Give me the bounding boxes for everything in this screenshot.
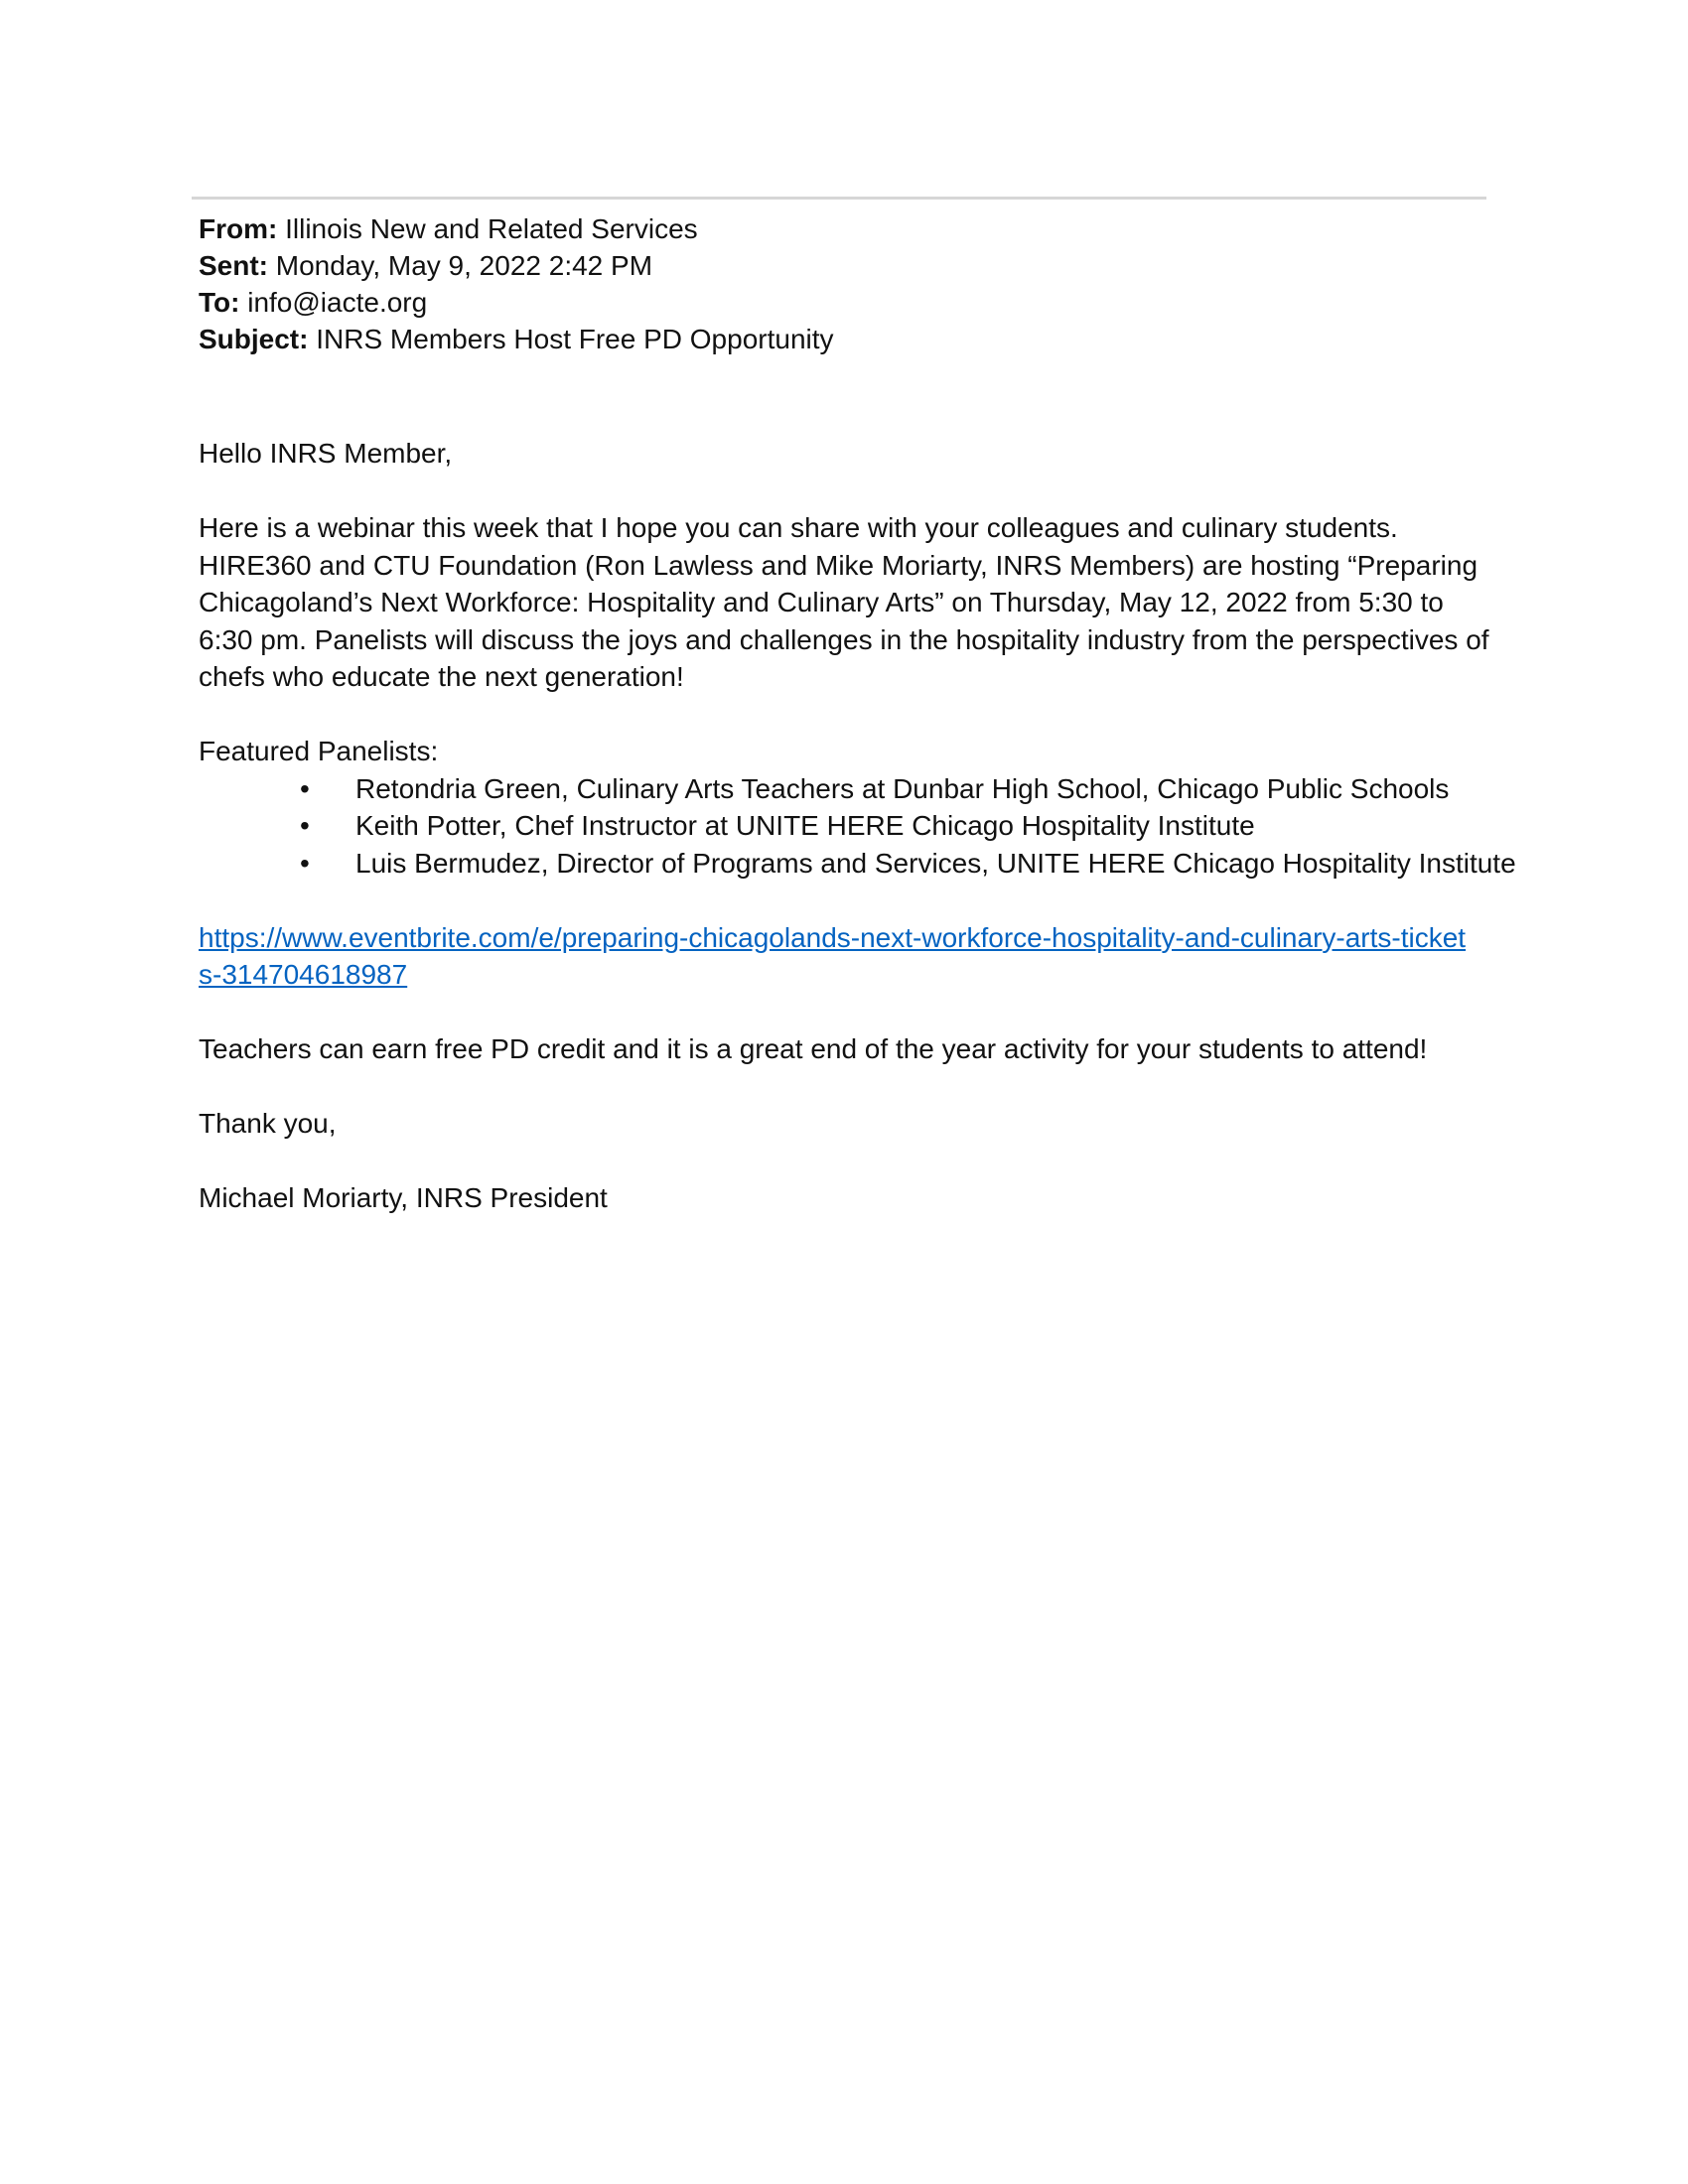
email-headers <box>199 210 1479 357</box>
bullet-icon: • <box>300 847 310 879</box>
bullet-icon: • <box>300 772 310 804</box>
sent-row <box>199 247 1479 284</box>
list-item <box>199 845 1516 883</box>
list-item <box>199 807 1489 845</box>
panelist-text: Keith Potter, Chef Instructor at UNITE HERE Chicago Hospitality Institute <box>355 810 1255 841</box>
to-row <box>199 284 1479 321</box>
signature: Michael Moriarty, INRS President <box>199 1182 608 1213</box>
from-label: From: <box>199 213 278 244</box>
header-divider <box>192 197 1486 200</box>
closing: Thank you, <box>199 1108 337 1139</box>
greeting: Hello INRS Member, <box>199 438 453 469</box>
panelist-text: Retondria Green, Culinary Arts Teachers at Dunbar High School, Chicago Public Schools <box>355 772 1450 804</box>
to-label: To: <box>199 287 240 318</box>
credit-note: Teachers can earn free PD credit and it is a great end of the year activity for your students to attend! <box>199 1033 1428 1064</box>
subject-row <box>199 321 1479 357</box>
bullet-icon: • <box>300 810 310 841</box>
sent-value: Monday, May 9, 2022 2:42 PM <box>275 250 653 281</box>
panelists-heading: Featured Panelists: <box>199 736 439 766</box>
sent-label: Sent: <box>199 250 268 281</box>
list-item <box>199 770 1489 808</box>
subject-value: INRS Members Host Free PD Opportunity <box>316 324 834 354</box>
panelists-list <box>199 770 1516 883</box>
email-body <box>199 435 1516 1254</box>
to-value: info@iacte.org <box>247 287 428 318</box>
panelist-text: Luis Bermudez, Director of Programs and Services, UNITE HERE Chicago Hospitality Institute <box>355 847 1516 879</box>
from-row <box>199 210 1479 247</box>
subject-label: Subject: <box>199 324 309 354</box>
from-value: Illinois New and Related Services <box>285 213 698 244</box>
eventbrite-link[interactable]: https://www.eventbrite.com/e/preparing-chicagolands-next-workforce-hospitality-and-culinary-arts-tickets-314704618987 <box>199 921 1467 990</box>
intro-paragraph: Here is a webinar this week that I hope you can share with your colleagues and culinary students. HIRE360 and CTU Foundation (Ron Lawless and Mike Moriarty, INRS Members) are hosting “Preparing Chicagoland’s Next Workforce: Hospitality and Culinary Arts” on Thursday, May 12, 2022 from 5:30 to 6:30 pm. Panelists will discuss the joys and challenges in the hospitality industry from the perspectives of chefs who educate the next generation! <box>199 512 1489 692</box>
